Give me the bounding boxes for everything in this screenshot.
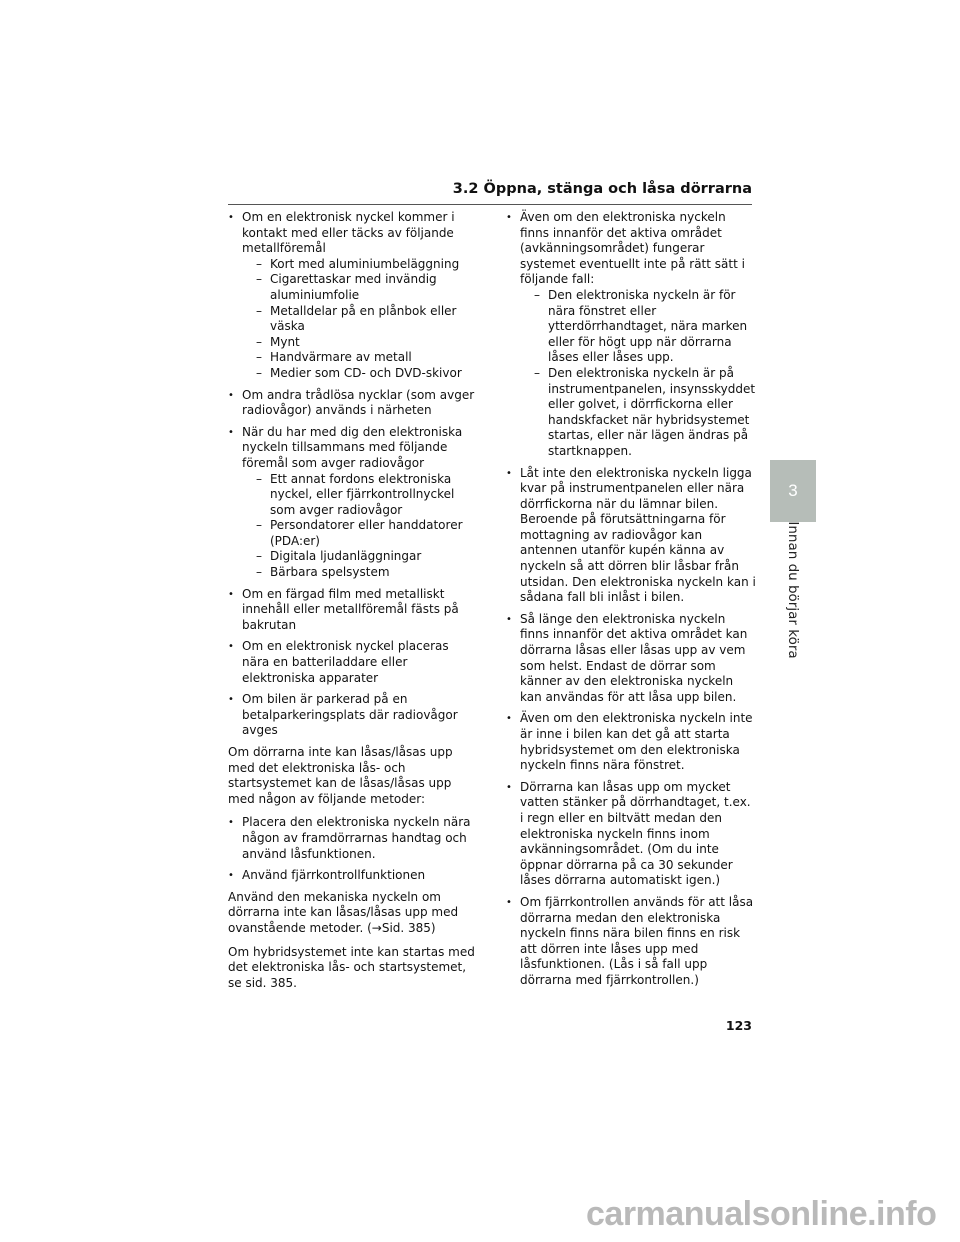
sub-list-item: – Den elektroniska nyckeln är för nära fönstret eller ytterdörrhandtaget, nära marken eller för högt upp när dörrarna låses eller låses upp. <box>534 287 748 365</box>
sub-list <box>242 257 478 382</box>
chapter-tab <box>770 460 816 522</box>
left-column <box>228 210 478 999</box>
bullet-list <box>506 210 756 989</box>
list-item: • Låt inte den elektroniska nyckeln ligga kvar på instrumentpanelen eller nära dörrfickorna när du lämnar bilen. Beroende på förutsättningarna för mottagning av radiovågor kan antennen utanför kupén känna av nyckeln så att dörren blir låsbar från utsidan. Den elektroniska nyckeln kan i sådana fall bli inlåst i bilen. <box>506 466 756 606</box>
sub-list-item: – Mynt <box>256 334 300 349</box>
list-item: • Om bilen är parkerad på en betalparkeringsplats där radiovågor avges <box>228 692 478 739</box>
list-item: • Om en elektronisk nyckel placeras nära en batteriladdare eller elektroniska apparater <box>228 639 478 686</box>
list-item: • Så länge den elektroniska nyckeln finns innanför det aktiva området kan dörrarna låsas eller låsas upp av vem som helst. Endast de dörrar som känner av den elektroniska nyckeln kan användas för att låsa upp bilen. <box>506 612 756 706</box>
list-item: • Även om den elektroniska nyckeln finns innanför det aktiva området (avkänningsområdet) fungerar systemet eventuellt inte på rätt sätt i följande fall: – Den elektroniska nyckeln är för nära fönstret eller ytterdörrhandtaget, nära marken eller för högt upp när dörrarna låses eller låses upp. – Den elektroniska nyckeln är på instrumentpanelen, insynsskyddet eller golvet, i dörrfickorna eller handskfacket när hybridsystemet startas, eller när lägen ändras på startknappen. <box>506 210 756 460</box>
sub-list-item: – Kort med aluminiumbeläggning <box>256 256 460 271</box>
page-number: 123 <box>725 1018 752 1033</box>
list-item: • Även om den elektroniska nyckeln inte är inne i bilen kan det gå att starta hybridsystemet om den elektroniska nyckeln finns nära fönstret. <box>506 711 756 773</box>
chapter-title: Innan du börjar köra <box>785 521 801 659</box>
sub-list-item: – Bärbara spelsystem <box>256 565 390 580</box>
watermark: carmanualsonline.info <box>586 1195 937 1233</box>
sub-list-item: – Metalldelar på en plånbok eller väska <box>256 303 457 334</box>
section-header <box>228 178 752 205</box>
list-item: • Om en färgad film med metalliskt innehåll eller metallföremål fästs på bakrutan <box>228 587 478 634</box>
paragraph: Använd den mekaniska nyckeln om dörrarna inte kan låsas/låsas upp med ovanstående metoder. (→Sid. 385) <box>228 889 459 935</box>
sub-list-item: – Medier som CD- och DVD-skivor <box>256 365 462 380</box>
sub-list-item: – Cigarettaskar med invändig aluminiumfolie <box>256 272 437 302</box>
list-item: • Placera den elektroniska nyckeln nära någon av framdörrarnas handtag och använd låsfunktionen. <box>228 815 478 862</box>
paragraph: Om dörrarna inte kan låsas/låsas upp med det elektroniska lås- och startsystemet kan de låsas/låsas upp med någon av följande metoder: <box>228 745 453 806</box>
right-column <box>506 210 756 995</box>
list-item-text: Om en elektronisk nyckel kommer i kontakt med eller täcks av följande metallföremål <box>242 210 455 256</box>
list-item: • Om fjärrkontrollen används för att låsa dörrarna medan den elektroniska nyckeln finns nära bilen finns en risk att dörren inte låses upp med låsfunktionen. (Lås i så fall upp dörrarna med fjärrkontrollen.) <box>506 895 756 989</box>
list-item: • När du har med dig den elektroniska nyckeln tillsammans med följande föremål som avger radiovågor – Ett annat fordons elektroniska nyckel, eller fjärrkontrollnyckel som avger radiovågor – Persondatorer eller handdatorer (PDA:er) – Digitala ljudanläggningar – Bärbara spelsystem <box>228 425 478 581</box>
list-item <box>228 210 478 382</box>
sub-list-item: – Digitala ljudanläggningar <box>256 549 422 564</box>
bullet-list <box>228 210 478 739</box>
list-item: • Om andra trådlösa nycklar (som avger radiovågor) används i närheten <box>228 388 478 419</box>
sub-list-item: – Handvärmare av metall <box>256 350 412 365</box>
sub-list-item: – Ett annat fordons elektroniska nyckel, eller fjärrkontrollnyckel som avger radiovågor <box>256 471 455 517</box>
sub-list-item: – Den elektroniska nyckeln är på instrumentpanelen, insynsskyddet eller golvet, i dörrfickorna eller handskfacket när hybridsystemet startas, eller när lägen ändras på startknappen. <box>534 365 756 458</box>
sub-list-item: – Persondatorer eller handdatorer (PDA:er) <box>256 518 463 548</box>
paragraph: Om hybridsystemet inte kan startas med det elektroniska lås- och startsystemet, se sid. 385. <box>228 944 475 990</box>
section-title: 3.2 Öppna, stänga och låsa dörrarna <box>452 181 752 197</box>
bullet-list <box>228 815 478 883</box>
sub-list <box>242 472 478 581</box>
chapter-number: 3 <box>788 481 798 500</box>
list-item: • Använd fjärrkontrollfunktionen <box>228 868 478 884</box>
list-item: • Dörrarna kan låsas upp om mycket vatten stänker på dörrhandtaget, t.ex. i regn eller en biltvätt medan den elektroniska nyckeln finns inom avkänningsområdet. (Om du inte öppnar dörrarna på ca 30 sekunder låses dörrarna automatiskt igen.) <box>506 780 756 889</box>
sub-list <box>520 288 756 460</box>
